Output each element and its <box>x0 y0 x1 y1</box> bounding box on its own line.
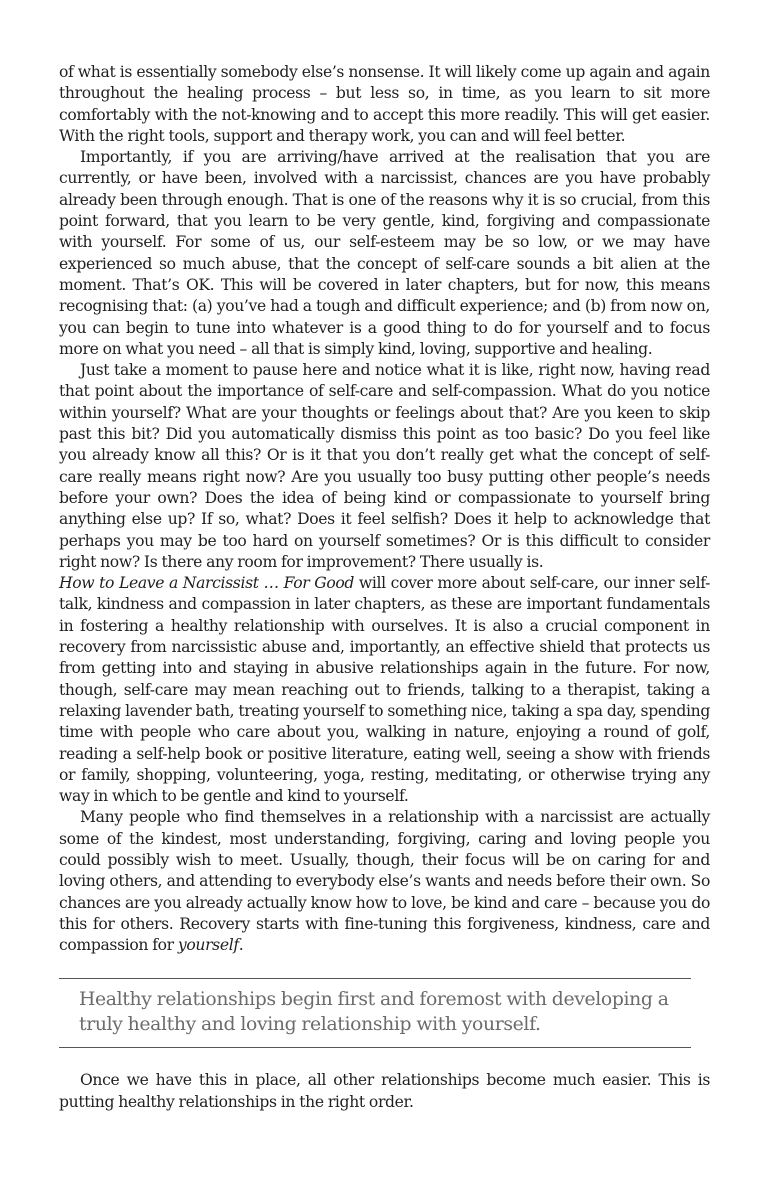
page-body <box>59 62 710 1113</box>
paragraph-closing: Once we have this in place, all other relationships become much easier. This is putting healthy relationships in the right order. <box>59 1071 710 1111</box>
paragraph-pause-and-notice: Just take a moment to pause here and notice what it is like, right now, having read that point about the importance of self-care and self-compassion. What do you notice within yourself? What are your thoughts or feelings about that? Are you keen to skip past this bit? Did you automatically dismiss this point as too basic? Do you feel like you already know all this? Or is it that you don’t really get what the concept of self-care really means right now? Are you usually too busy putting other people’s needs before your own? Does the idea of being kind or compassionate to yourself bring anything else up? If so, what? Does it feel selfish? Does it help to acknowledge that perhaps you may be too hard on yourself sometimes? Or is this difficult to consider right now? Is there any room for improvement? There usually is. <box>59 361 710 571</box>
emphasis-yourself: yourself <box>177 936 239 955</box>
paragraph-self-compassion: Importantly, if you are arriving/have arrived at the realisation that you are currently, or have been, involved with a narcissist, chances are you have probably already been through enough. That is one of the reasons why it is so crucial, from this point forward, that you learn to be very gentle, kind, forgiving and compassionate with yourself. For some of us, our self-esteem may be so low, or we may have experienced so much abuse, that the concept of self-care sounds a bit alien at the moment. That’s OK. This will be covered in later chapters, but for now, this means recognising that: (a) you’ve had a tough and difficult experience; and (b) from now on, you can begin to tune into whatever is a good thing to do for yourself and to focus more on what you need – all that is simply kind, loving, supportive and healing. <box>59 148 710 358</box>
paragraph-kindest-people <box>59 807 710 956</box>
paragraph-end-punctuation: . <box>238 936 244 955</box>
paragraph-self-care <box>59 573 710 807</box>
paragraph-continuation: of what is essentially somebody else’s nonsense. It will likely come up again and again throughout the healing process – but less so, in time, as you learn to sit more comfortably with the not-knowing and to accept this more readily. This will get easier. With the right tools, support and therapy work, you can and will feel better. <box>59 63 710 145</box>
pull-quote-text: Healthy relationships begin first and foremost with developing a truly healthy and loving relationship with yourself. <box>79 989 669 1036</box>
book-title: How to Leave a Narcissist … For Good <box>59 574 355 593</box>
paragraph-kindest-people-text: Many people who find themselves in a relationship with a narcissist are actually some of the kindest, most understanding, forgiving, caring and loving people you could possibly wish to meet. Usually, though, their focus will be on caring for and loving others, and attending to everybody else’s wants and needs before their own. So chances are you already actually know how to love, be kind and care – because you do this for others. Recovery starts with fine-tuning this forgiveness, kindness, care and compassion for <box>59 808 710 955</box>
pull-quote <box>59 978 691 1048</box>
paragraph-self-care-text: will cover more about self-care, our inner self-talk, kindness and compassion in later chapters, as these are important fundamentals in fostering a healthy relationship with ourselves. It is also a crucial component in recovery from narcissistic abuse and, importantly, an effective shield that protects us from getting into and staying in abusive relationships again in the future. For now, though, self-care may mean reaching out to friends, talking to a therapist, taking a relaxing lavender bath, treating yourself to something nice, taking a spa day, spending time with people who care about you, walking in nature, enjoying a round of golf, reading a self-help book or positive literature, eating well, seeing a show with friends or family, shopping, volunteering, yoga, resting, meditating, or otherwise trying any way in which to be gentle and kind to yourself. <box>59 574 710 806</box>
